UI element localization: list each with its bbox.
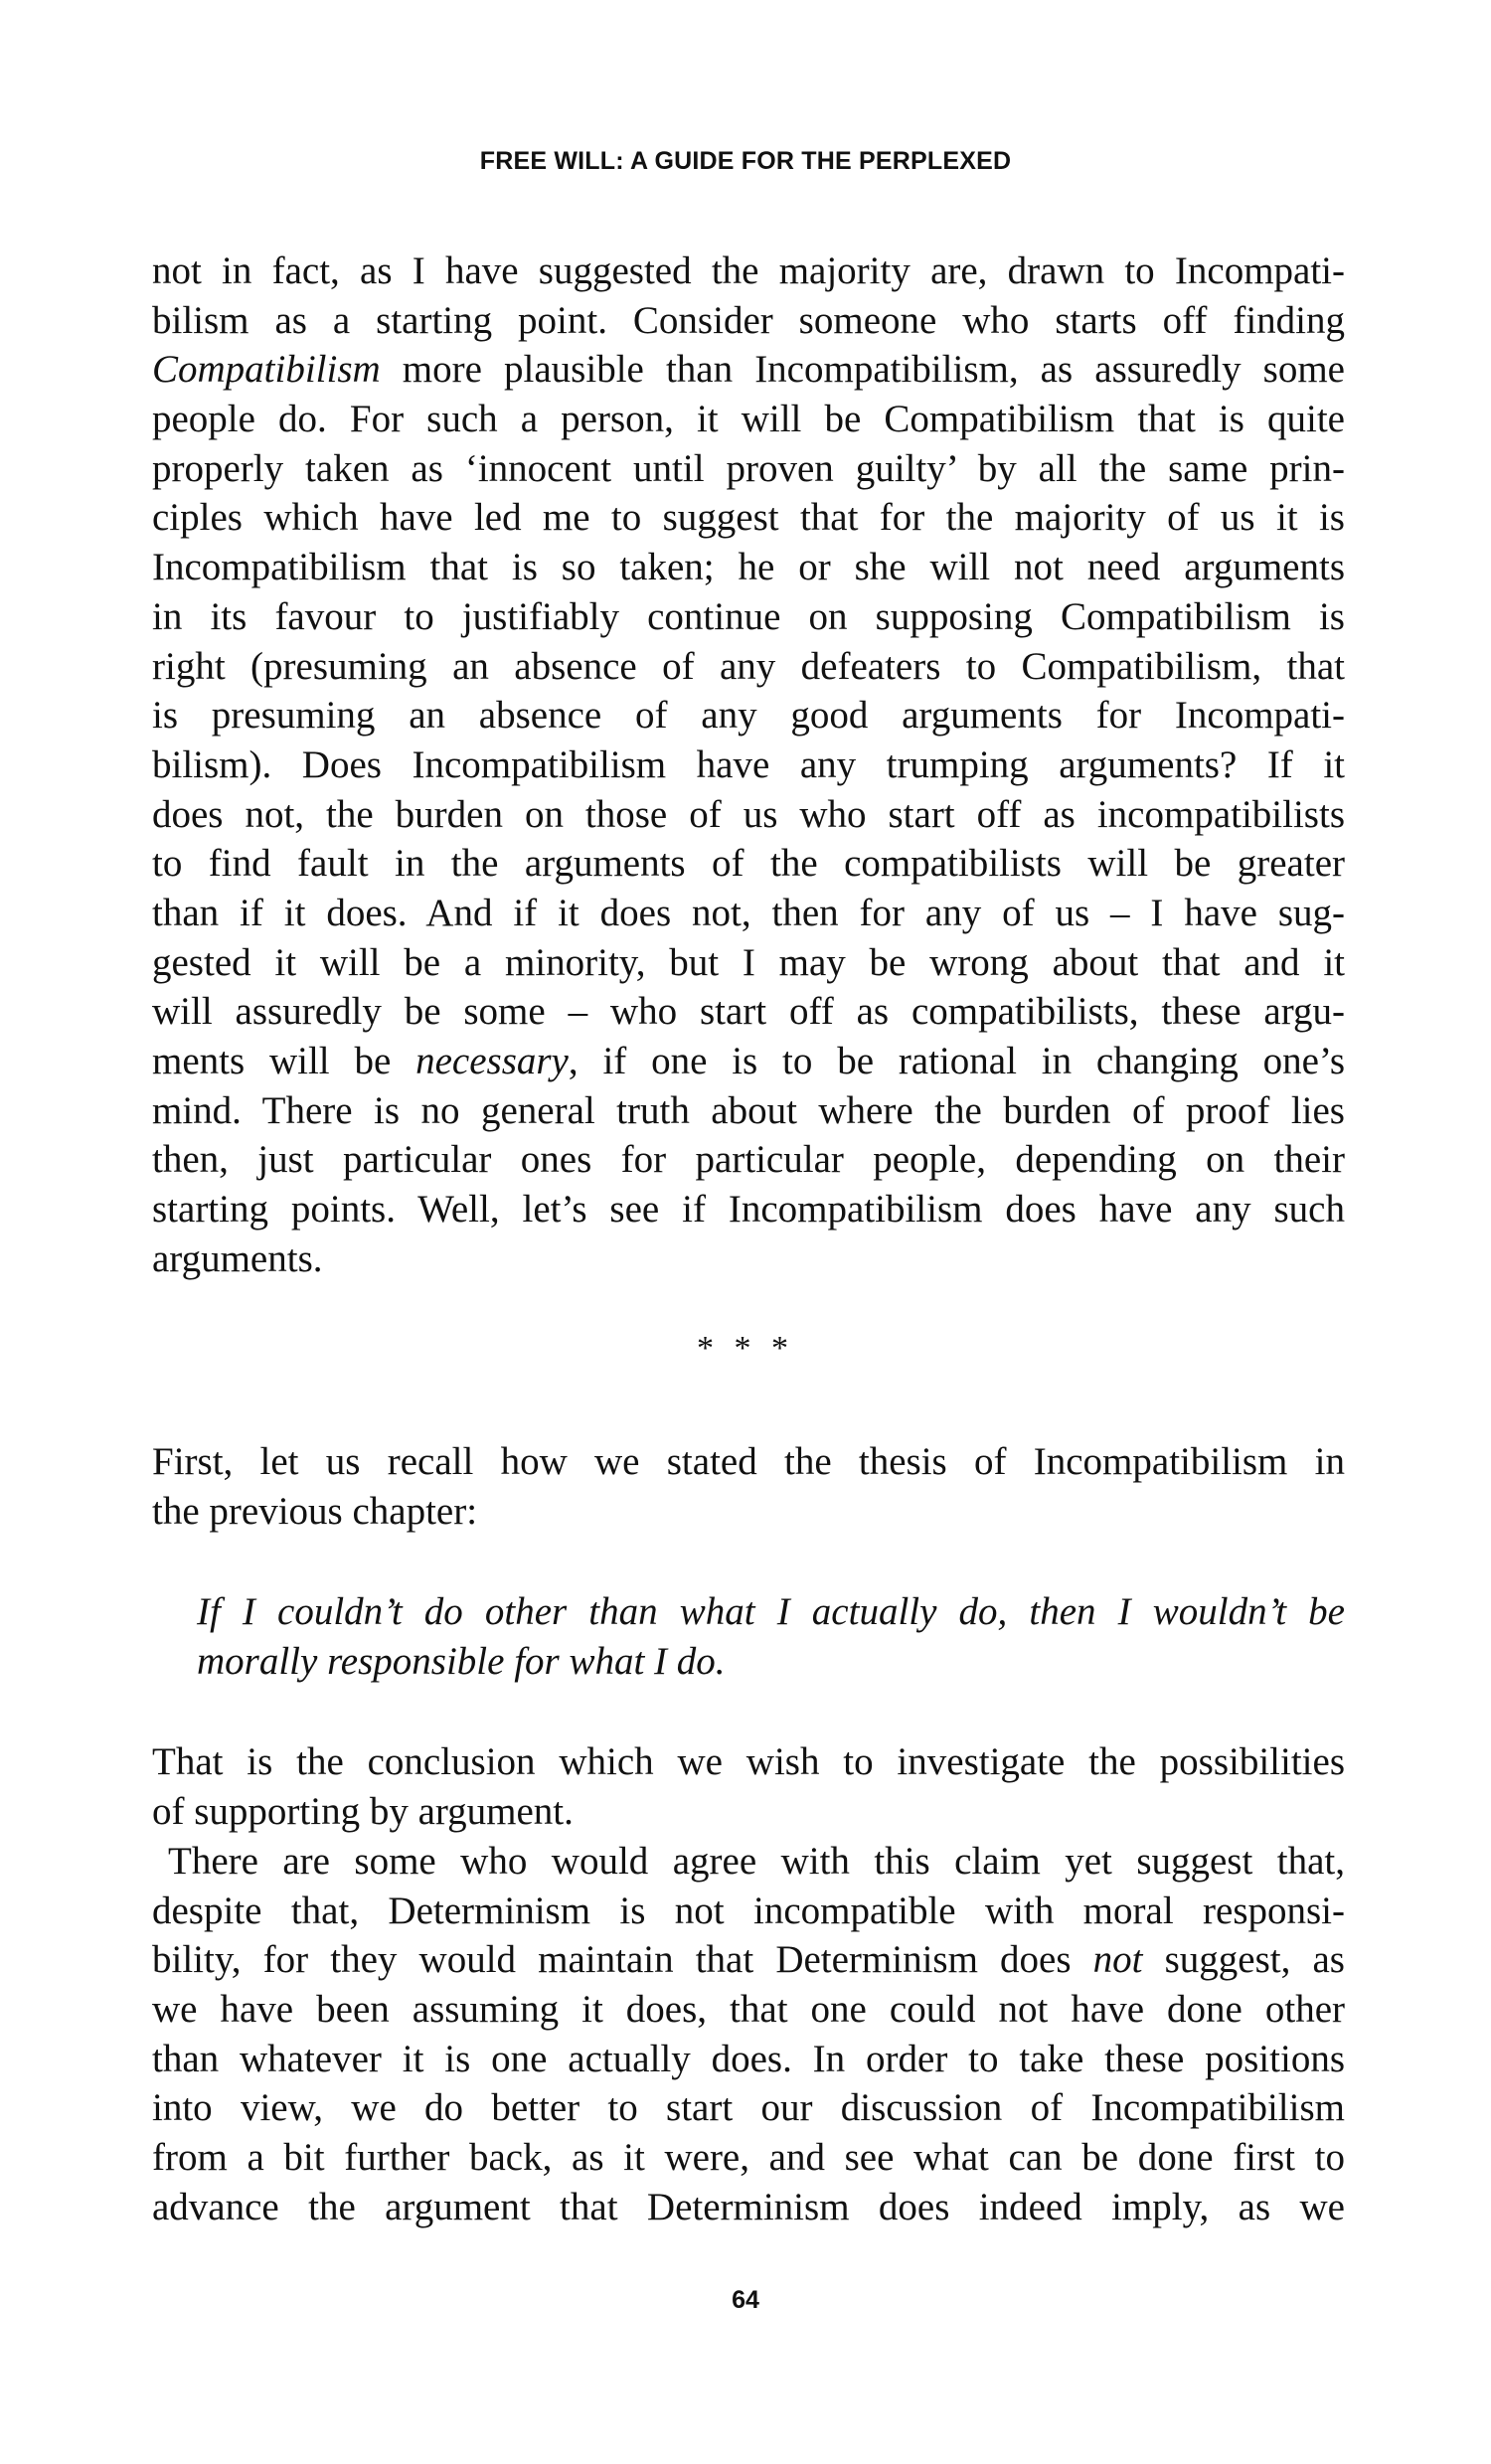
- text-line: then, just particular ones for particular people, depending on their: [152, 1138, 1345, 1182]
- text-line: ments will be necessary, if one is to be rational in changing one’s: [152, 1040, 1345, 1082]
- text-line: is presuming an absence of any good arguments for Incompati-: [152, 694, 1345, 738]
- running-head: FREE WILL: A GUIDE FOR THE PERPLEXED: [479, 147, 1012, 175]
- text-line: right (presuming an absence of any defeaters to Compatibilism, that: [152, 644, 1345, 688]
- text-line: the previous chapter:: [152, 1489, 478, 1533]
- quote-line: morally responsible for what I do.: [197, 1639, 726, 1683]
- text-line: Incompatibilism that is so taken; he or she will not need arguments: [152, 546, 1345, 589]
- emphasis: not: [1092, 1938, 1143, 1982]
- page-number: 64: [732, 2286, 759, 2314]
- section-break: * * *: [697, 1330, 794, 1367]
- text-line: we have been assuming it does, that one could not have done other: [152, 1988, 1345, 2032]
- text-line: does not, the burden on those of us who start off as incompatibilists: [152, 792, 1345, 836]
- paragraph-conclusion: [152, 1737, 1345, 1836]
- emphasis: necessary: [415, 1040, 569, 1082]
- text-line: starting points. Well, let’s see if Incompatibilism does have any such: [152, 1188, 1345, 1232]
- text-line: First, let us recall how we stated the thesis of Incompatibilism in: [152, 1440, 1345, 1483]
- text-line: There are some who would agree with this claim yet suggest that,: [168, 1840, 1345, 1883]
- text-line: in its favour to justifiably continue on supposing Compatibilism is: [152, 594, 1345, 638]
- block-quote: [197, 1587, 1345, 1686]
- emphasis: Compatibilism: [152, 348, 381, 392]
- text-line: despite that, Determinism is not incompatible with moral responsi-: [152, 1889, 1345, 1932]
- text-line: bility, for they would maintain that Determinism does not suggest, as: [152, 1938, 1345, 1982]
- text-line: mind. There is no general truth about where the burden of proof lies: [152, 1088, 1345, 1132]
- quote-line: If I couldn’t do other than what I actually do, then I wouldn’t be: [197, 1590, 1345, 1633]
- text-line: bilism). Does Incompatibilism have any trumping arguments? If it: [152, 742, 1345, 786]
- paragraph-intro: [152, 1437, 1345, 1536]
- text-line: Compatibilism more plausible than Incompatibilism, as assuredly some: [152, 348, 1345, 392]
- text-line: will assuredly be some – who start off as compatibilists, these argu-: [152, 990, 1345, 1034]
- text-line: arguments.: [152, 1236, 323, 1280]
- text-line: gested it will be a minority, but I may be wrong about that and it: [152, 940, 1345, 984]
- text-line: advance the argument that Determinism does indeed imply, as we: [152, 2185, 1345, 2228]
- text-line: people do. For such a person, it will be Compatibilism that is quite: [152, 398, 1345, 441]
- text-line: ciples which have led me to suggest that for the majority of us it is: [152, 496, 1345, 540]
- paragraph-body: [152, 1837, 1345, 2232]
- text-line: of supporting by argument.: [152, 1789, 574, 1833]
- text-line: not in fact, as I have suggested the majority are, drawn to Incompati-: [152, 249, 1345, 292]
- text-line: than whatever it is one actually does. In order to take these positions: [152, 2037, 1345, 2080]
- text-line: into view, we do better to start our discussion of Incompatibilism: [152, 2086, 1345, 2130]
- text-line: from a bit further back, as it were, and see what can be done first to: [152, 2136, 1345, 2180]
- paragraph-continuation: [152, 246, 1345, 1283]
- text-line: bilism as a starting point. Consider someone who starts off finding: [152, 298, 1345, 342]
- text-line: properly taken as ‘innocent until proven guilty’ by all the same prin-: [152, 446, 1345, 490]
- text-line: That is the conclusion which we wish to investigate the possibilities: [152, 1740, 1345, 1783]
- text-line: than if it does. And if it does not, then for any of us – I have sug-: [152, 891, 1345, 934]
- text-line: to find fault in the arguments of the compatibilists will be greater: [152, 842, 1345, 886]
